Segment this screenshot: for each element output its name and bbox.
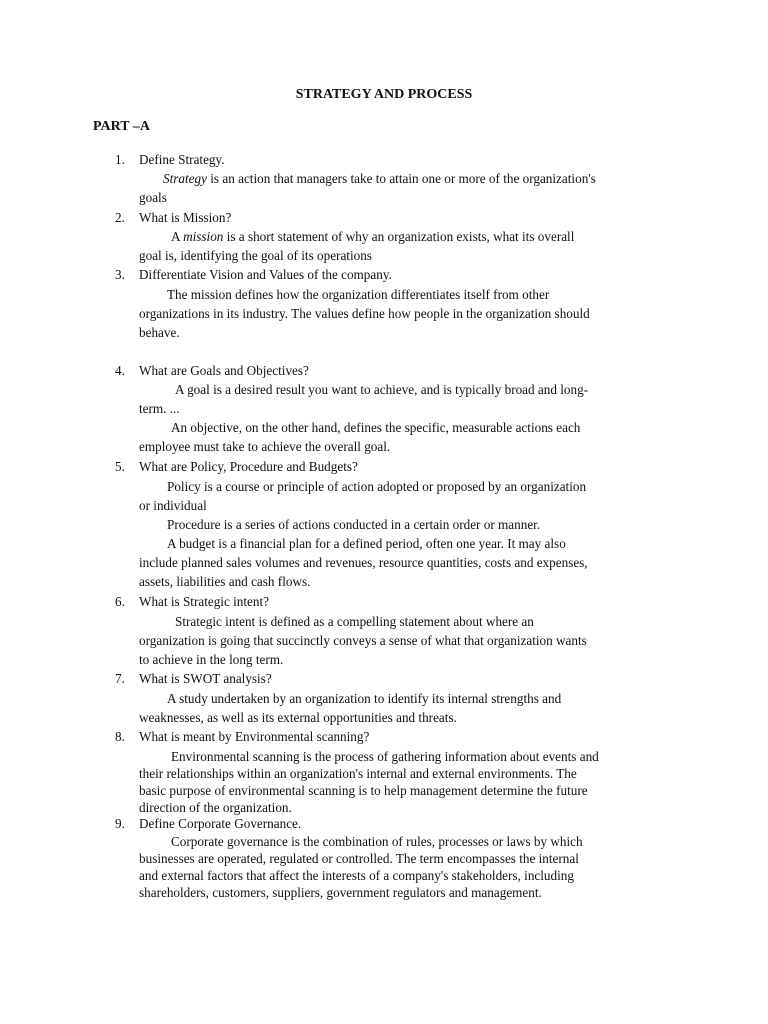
answer-line: Strategic intent is defined as a compelling statement about where an [175, 614, 534, 629]
answer-2 [139, 227, 679, 265]
question-number: 5. [115, 459, 125, 474]
question-text: Define Strategy. [139, 152, 225, 167]
answer-9 [139, 833, 679, 901]
answer-line: Procedure is a series of actions conducted in a certain order or manner. [167, 517, 541, 532]
answer-7 [139, 689, 679, 727]
question-text: What is Strategic intent? [139, 594, 270, 609]
answer-line: organizations in its industry. The values define how people in the organization should [139, 306, 590, 321]
question-number: 3. [115, 267, 125, 282]
question-number: 6. [115, 594, 125, 609]
question-number: 2. [115, 210, 125, 225]
answer-line: shareholders, customers, suppliers, government regulators and management. [139, 885, 542, 900]
answer-line: assets, liabilities and cash flows. [139, 574, 311, 589]
answer-line: and external factors that affect the interests of a company's stakeholders, including [139, 868, 574, 883]
question-number: 4. [115, 363, 125, 378]
question-text: What are Goals and Objectives? [139, 363, 309, 378]
answer-line: A mission is a short statement of why an organization exists, what its overall [171, 229, 575, 244]
answer-line: behave. [139, 325, 180, 340]
answer-line: The mission defines how the organization differentiates itself from other [167, 287, 550, 302]
answer-line: Strategy is an action that managers take to attain one or more of the organization's [163, 171, 596, 186]
question-text: Define Corporate Governance. [139, 816, 302, 831]
answer-line: An objective, on the other hand, defines the specific, measurable actions each [171, 420, 581, 435]
question-text: What are Policy, Procedure and Budgets? [139, 459, 358, 474]
question-text: Differentiate Vision and Values of the company. [139, 267, 392, 282]
question-number: 1. [115, 152, 125, 167]
answer-line: term. ... [139, 401, 180, 416]
question-text: What is meant by Environmental scanning? [139, 729, 370, 744]
answer-emphasis: mission [183, 229, 224, 244]
answer-line: businesses are operated, regulated or controlled. The term encompasses the internal [139, 851, 579, 866]
part-heading: PART –A [93, 119, 150, 134]
answer-6 [139, 612, 679, 669]
answer-line: A goal is a desired result you want to achieve, and is typically broad and long- [175, 382, 589, 397]
answer-line: A study undertaken by an organization to identify its internal strengths and [167, 691, 562, 706]
answer-line: direction of the organization. [139, 800, 292, 815]
answer-emphasis: Strategy [163, 171, 207, 186]
answer-line: include planned sales volumes and revenues, resource quantities, costs and expenses, [139, 555, 588, 570]
answer-line: basic purpose of environmental scanning is to help management determine the future [139, 783, 588, 798]
question-text: What is Mission? [139, 210, 232, 225]
answer-line: to achieve in the long term. [139, 652, 284, 667]
answer-line: Environmental scanning is the process of gathering information about events and [171, 749, 599, 764]
question-text: What is SWOT analysis? [139, 671, 272, 686]
answer-3 [139, 285, 679, 342]
answer-line: goal is, identifying the goal of its operations [139, 248, 372, 263]
answer-line: goals [139, 190, 167, 205]
answer-8 [139, 748, 679, 816]
answer-line: weaknesses, as well as its external opportunities and threats. [139, 710, 457, 725]
answer-line: Corporate governance is the combination of rules, processes or laws by which [171, 834, 583, 849]
question-number: 8. [115, 729, 125, 744]
answer-4 [139, 380, 679, 456]
answer-1 [139, 169, 679, 207]
answer-5 [139, 477, 679, 591]
answer-line: their relationships within an organization's internal and external environments. The [139, 766, 577, 781]
answer-line: or individual [139, 498, 207, 513]
question-number: 9. [115, 816, 125, 831]
answer-line: Policy is a course or principle of action adopted or proposed by an organization [167, 479, 587, 494]
question-number: 7. [115, 671, 125, 686]
answer-line: A budget is a financial plan for a defined period, often one year. It may also [167, 536, 566, 551]
document-title: STRATEGY AND PROCESS [295, 87, 473, 102]
answer-line: employee must take to achieve the overall goal. [139, 439, 391, 454]
answer-line: organization is going that succinctly conveys a sense of what that organization wants [139, 633, 587, 648]
